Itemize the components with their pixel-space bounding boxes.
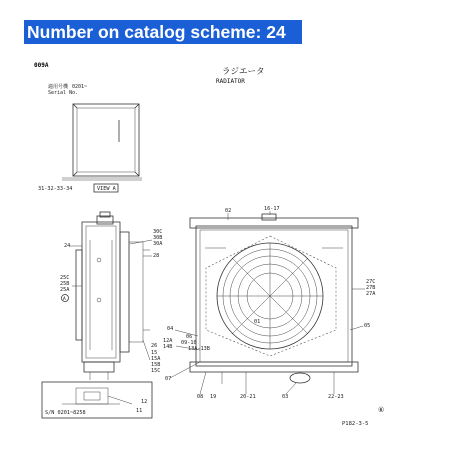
callout-01: 01 <box>254 319 261 325</box>
circle-mark: ⑥ <box>378 406 385 414</box>
callout-20-21: 20-21 <box>240 394 256 400</box>
callout-19: 19 <box>210 394 217 400</box>
callout-06: 06 <box>186 334 193 340</box>
callout-12a: 12A <box>163 338 173 344</box>
callout-02: 02 <box>225 208 232 214</box>
title-japanese: ラジエータ <box>222 67 265 77</box>
marker-a: A <box>63 297 66 302</box>
callout-30b: 30B <box>153 235 163 241</box>
callout-24: 24 <box>64 243 71 249</box>
serial-label-english: Serial No. <box>48 90 79 96</box>
callout-05: 05 <box>364 323 371 329</box>
callout-27a: 27A <box>366 291 376 297</box>
callout-15a: 15A <box>151 356 161 362</box>
callout-30c: 30C <box>153 229 163 235</box>
sn-range-label: S/N 0201~8258 <box>45 410 86 416</box>
view-a-parts-callout: 31-32-33-34 <box>38 186 73 192</box>
callout-15b: 15B <box>151 362 161 368</box>
radiator-side-view <box>76 212 150 380</box>
callout-25a: 25A <box>60 287 70 293</box>
callout-04: 04 <box>167 326 174 332</box>
callout-25b: 25B <box>60 281 70 287</box>
callout-09-10: 09-10 <box>181 340 197 346</box>
callout-15c: 15C <box>151 368 161 374</box>
catalog-scheme-banner: Number on catalog scheme: 24 <box>24 20 302 44</box>
callout-30a: 30A <box>153 241 163 247</box>
radiator-front-view <box>190 214 358 384</box>
callout-27c: 27C <box>366 279 376 285</box>
serial-label-japanese: 適用号機 <box>48 84 69 90</box>
callout-27b: 27B <box>366 285 376 291</box>
callout-22-23: 22-23 <box>328 394 344 400</box>
callout-15: 15 <box>151 350 158 356</box>
serial-value: 0201~ <box>72 84 88 90</box>
callout-11: 11 <box>136 408 143 414</box>
callout-25c: 25C <box>60 275 70 281</box>
callout-14b: 14B <box>163 344 173 350</box>
callout-16-17: 16-17 <box>264 206 280 212</box>
part-callouts <box>60 206 376 414</box>
callout-07: 07 <box>165 376 172 382</box>
view-a-label: VIEW A <box>97 186 116 192</box>
callout-08: 08 <box>197 394 204 400</box>
callout-26: 26 <box>151 343 158 349</box>
sheet-code: 009A <box>34 62 49 69</box>
view-a-detail <box>62 104 142 180</box>
page-reference: P182-3-5 <box>342 421 369 427</box>
callout-12: 12 <box>141 399 148 405</box>
title-english: RADIATOR <box>216 78 245 85</box>
callout-13a-13b: 13A-13B <box>188 346 210 352</box>
callout-28: 28 <box>153 253 160 259</box>
callout-03: 03 <box>282 394 289 400</box>
